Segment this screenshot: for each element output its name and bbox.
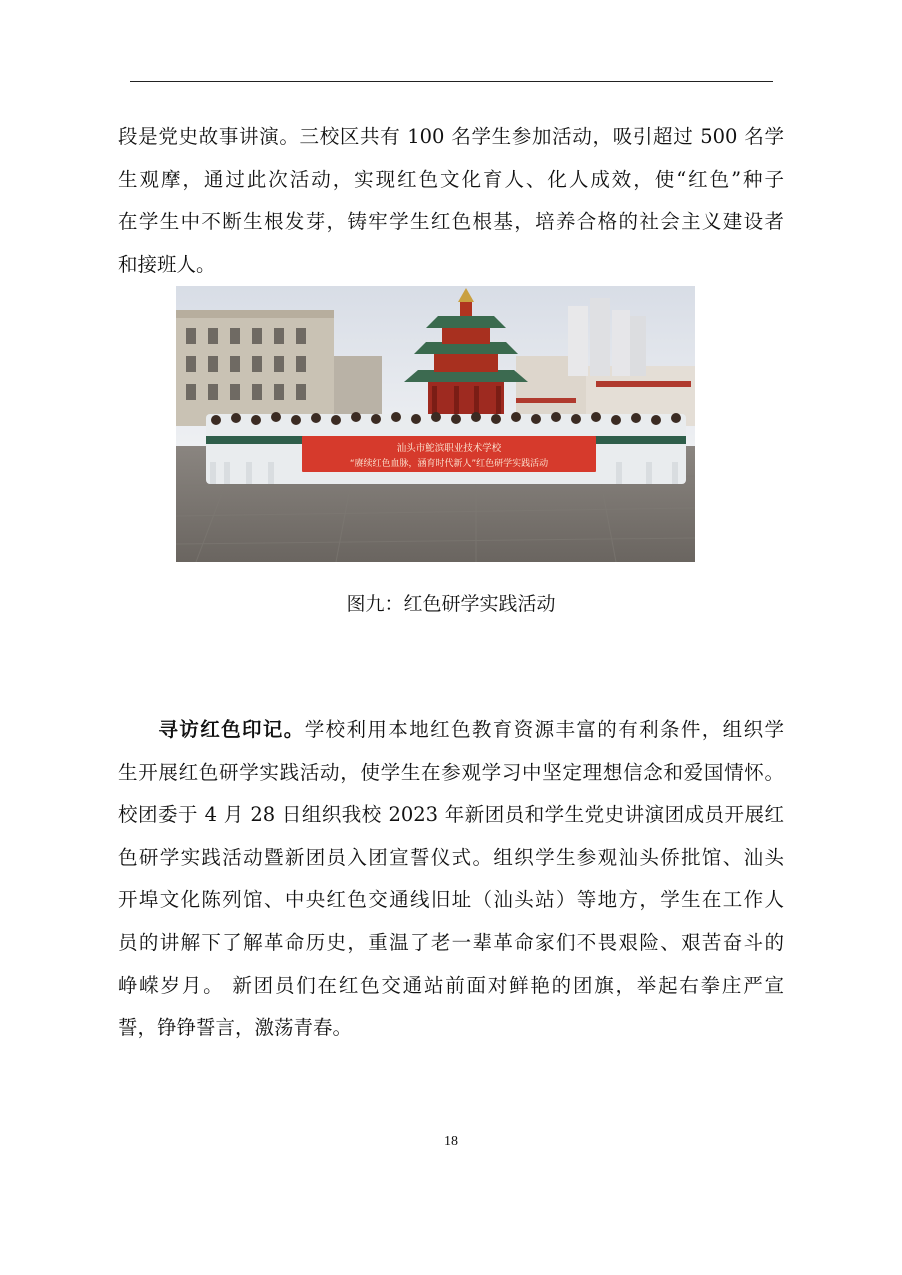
paragraph-line: 员的讲解下了解革命历史，重温了老一辈革命家们不畏艰险、艰苦奋斗的 [118, 930, 784, 954]
paragraph-line: 和接班人。 [118, 252, 216, 276]
paragraph-line: 校团委于 4 月 28 日组织我校 2023 年新团员和学生党史讲演团成员开展红 [118, 803, 784, 827]
banner-line-2: “赓续红色血脉，涵育时代新人”红色研学实践活动 [349, 459, 549, 469]
page-number: 18 [444, 1134, 458, 1149]
paragraph-1 [118, 116, 784, 286]
photo-illustration [176, 286, 695, 562]
figure-caption: 图九：红色研学实践活动 [346, 593, 556, 615]
paragraph-line: 在学生中不断生根发芽，铸牢学生红色根基，培养合格的社会主义建设者 [118, 210, 784, 234]
paragraph-line: 峥嵘岁月。 新团员们在红色交通站前面对鲜艳的团旗，举起右拳庄严宣 [118, 973, 784, 997]
paragraph-line [118, 709, 784, 752]
paragraph-lead: 寻访红色印记。 [157, 718, 305, 741]
paragraph-line: 色研学实践活动暨新团员入团宣誓仪式。组织学生参观汕头侨批馆、汕头 [118, 845, 784, 869]
paragraph-line: 段是党史故事讲演。三校区共有 100 名学生参加活动，吸引超过 500 名学 [118, 125, 784, 148]
paragraph-line-rest: 学校利用本地红色教育资源丰富的有利条件，组织学 [304, 718, 784, 741]
banner-line-1: 汕头市鮀滨职业技术学校 [396, 443, 502, 454]
paragraph-line: 开埠文化陈列馆、中央红色交通线旧址（汕头站）等地方，学生在工作人 [118, 888, 784, 912]
header-rule [130, 81, 773, 82]
paragraph-line: 生开展红色研学实践活动，使学生在参观学习中坚定理想信念和爱国情怀。 [118, 760, 784, 784]
activity-photo [176, 286, 695, 562]
paragraph-2 [118, 709, 784, 1050]
paragraph-line: 生观摩，通过此次活动，实现红色文化育人、化人成效，使“红色”种子 [118, 167, 784, 191]
paragraph-line: 誓，铮铮誓言，激荡青春。 [118, 1016, 353, 1040]
